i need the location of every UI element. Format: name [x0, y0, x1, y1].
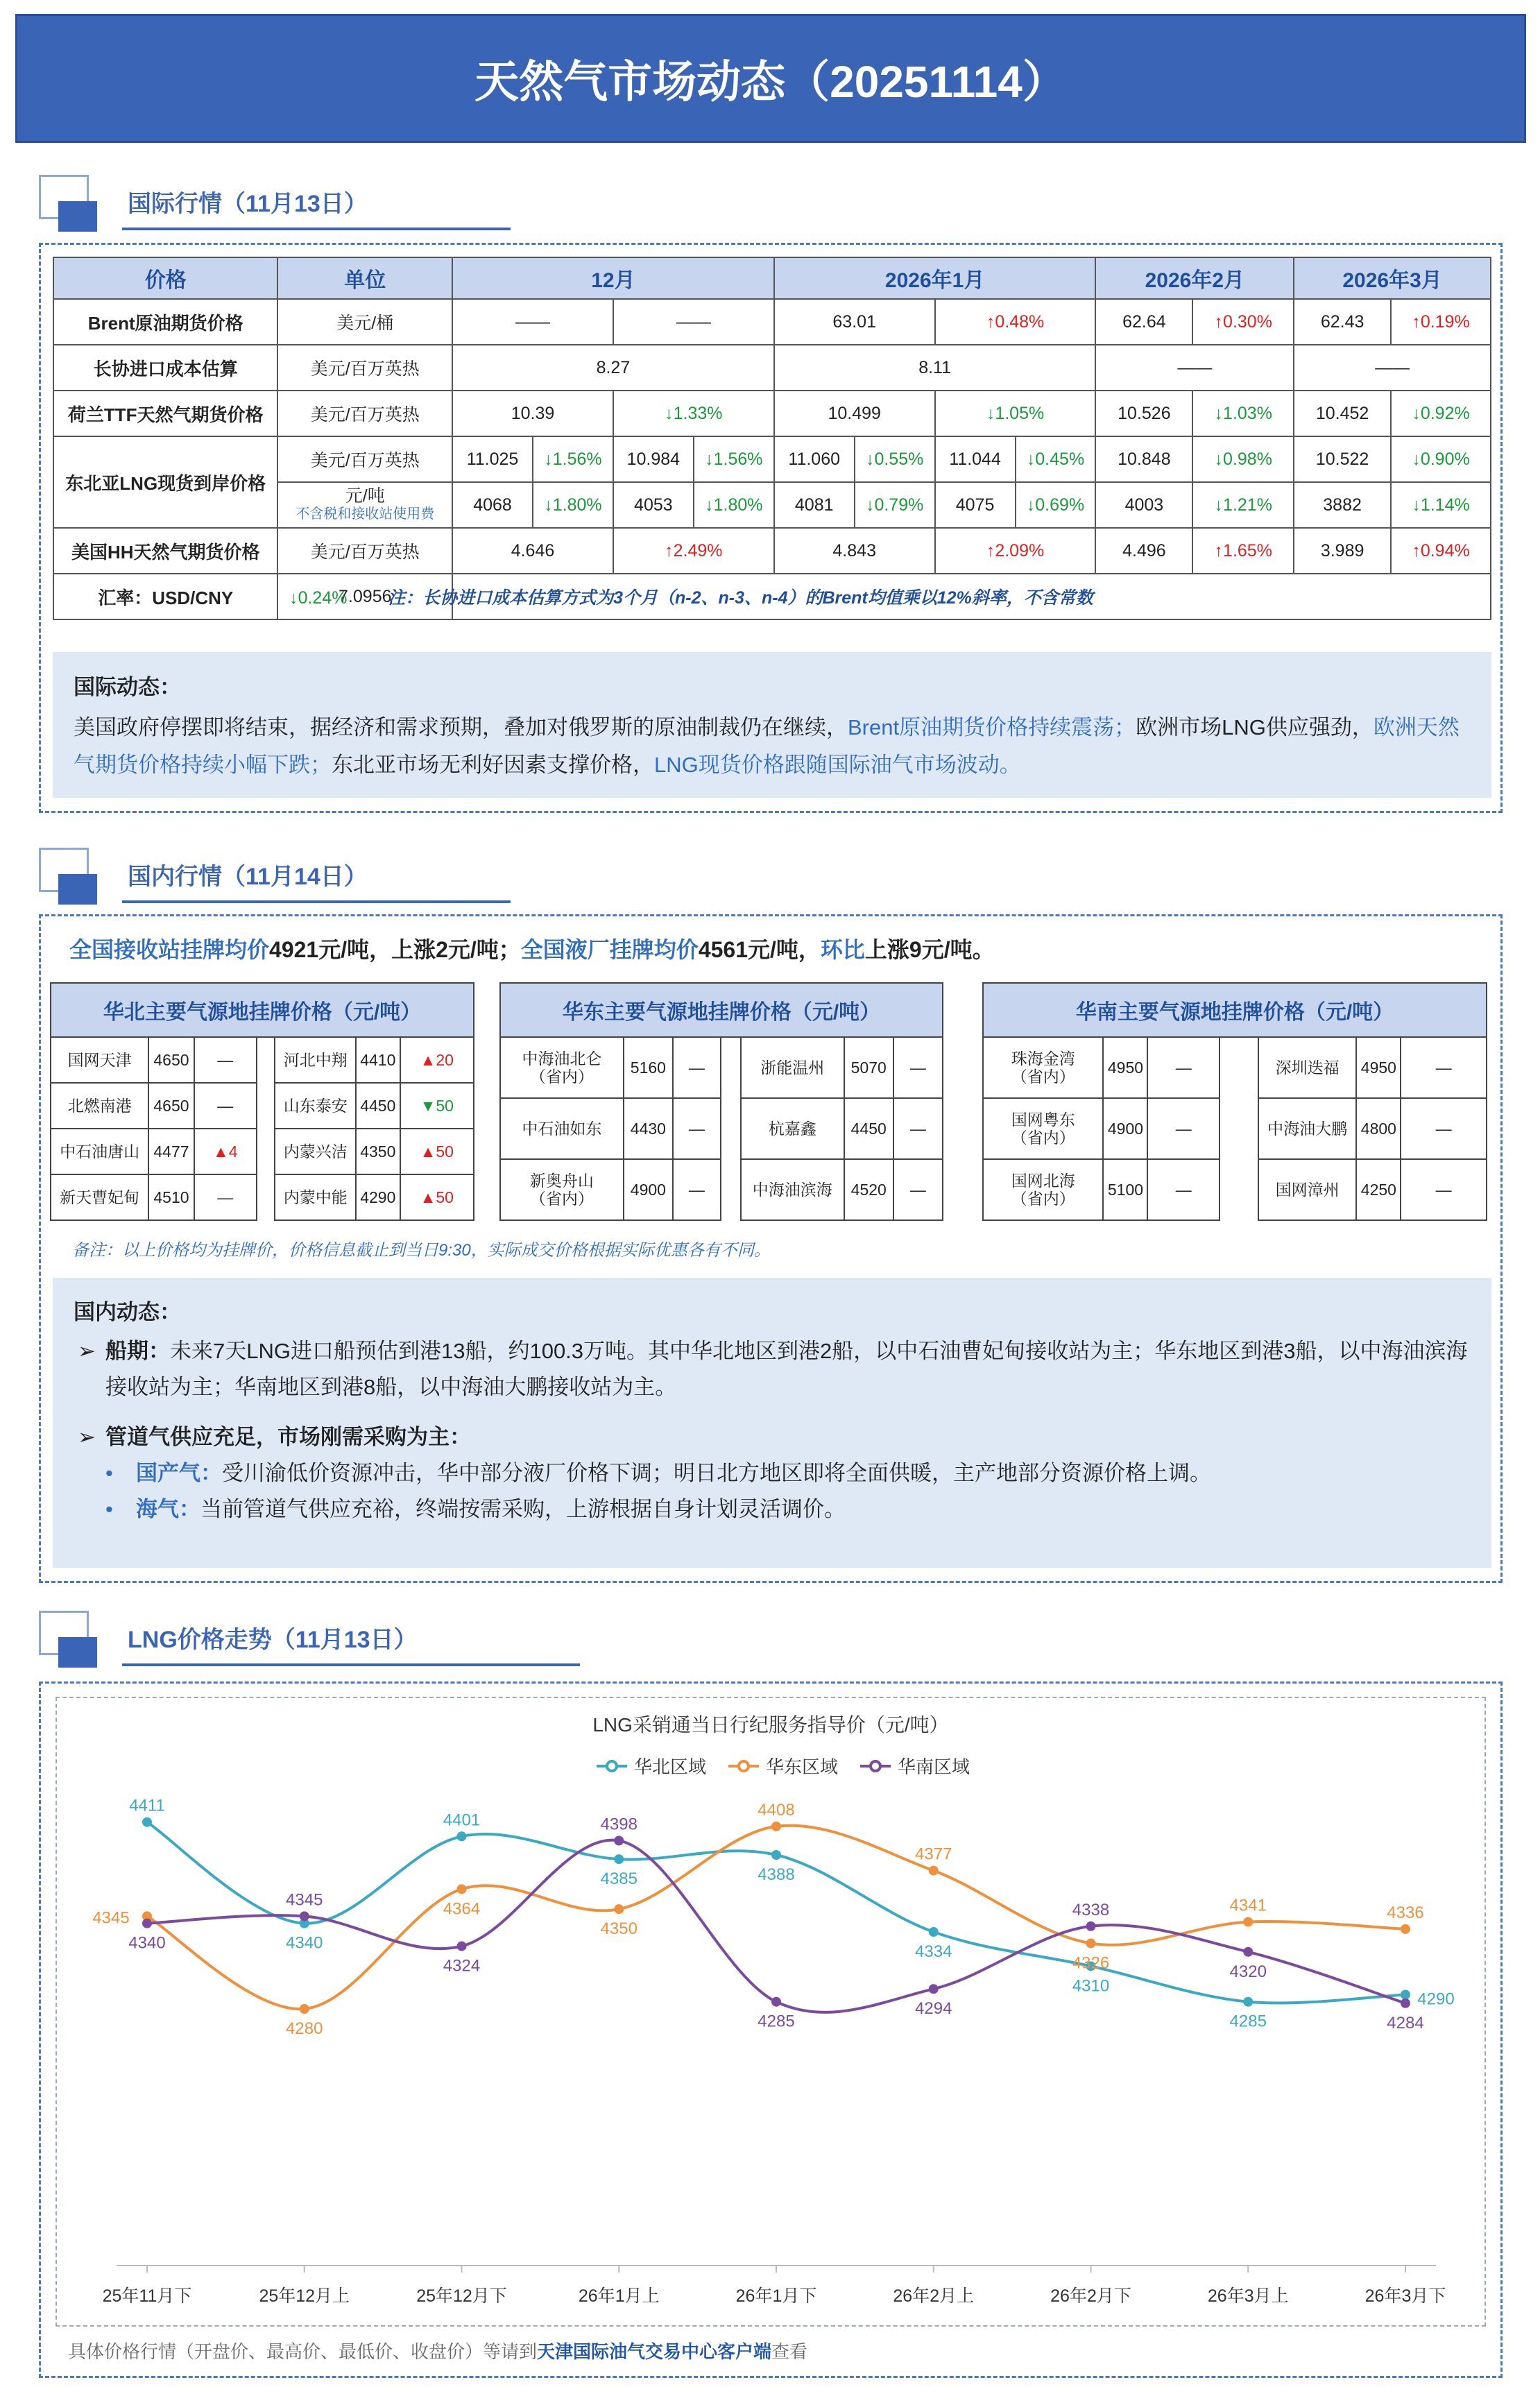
arrow-bullet-icon: ➢: [78, 1339, 96, 1363]
intl-price-table: [53, 257, 1491, 620]
source-change: —: [194, 1083, 257, 1129]
cell: 8.11: [774, 345, 1096, 391]
table-row: [51, 1037, 474, 1083]
source-name: 中海油北仑 （省内）: [500, 1037, 624, 1098]
source-price: 4950: [1356, 1037, 1401, 1098]
cell: 10.499: [774, 391, 935, 436]
summary-label: 全国接收站挂牌均价: [69, 937, 270, 962]
cell: 3.989: [1294, 528, 1391, 574]
source-name: 珠海金湾 （省内）: [983, 1037, 1103, 1098]
row-label: 长协进口成本估算: [53, 345, 277, 391]
source-change: —: [893, 1098, 943, 1159]
summary-label: 环比: [820, 937, 865, 962]
page-banner: [15, 14, 1526, 143]
data-point: [1243, 1917, 1253, 1927]
sub-bullet-2: [74, 1491, 1471, 1527]
data-label: 4334: [915, 1942, 952, 1961]
cell-change: ↓1.05%: [935, 391, 1096, 436]
cell: 4.496: [1095, 528, 1192, 574]
cell-change: ↑0.19%: [1391, 299, 1491, 345]
data-label: 4341: [1229, 1896, 1267, 1915]
section-icon-fill: [58, 874, 97, 905]
cell: 4068: [452, 482, 533, 528]
data-label: 4401: [443, 1811, 481, 1830]
unit-text: 元/吨: [345, 486, 385, 506]
cell-change: ↓1.80%: [694, 482, 774, 528]
bullet-2: [74, 1419, 1471, 1455]
data-label: 4285: [1229, 2012, 1267, 2031]
cell: 11.044: [935, 436, 1016, 482]
x-axis-ticks: [103, 2266, 1446, 2306]
footer: [68, 2338, 807, 2363]
source-price: 4477: [148, 1129, 194, 1174]
section-header-lng: [39, 1611, 552, 1673]
data-label: 4345: [92, 1908, 130, 1928]
data-label: 4350: [600, 1919, 638, 1939]
source-price: 4450: [844, 1098, 893, 1159]
source-change: —: [194, 1174, 257, 1220]
table-row: [983, 1037, 1487, 1098]
data-point: [1086, 1938, 1096, 1948]
cell: 3882: [1294, 482, 1391, 528]
cell: 62.64: [1095, 299, 1192, 345]
bullet-1: [74, 1333, 1471, 1405]
source-name: 中海油大鹏: [1258, 1098, 1357, 1159]
bullet-text: 未来7天LNG进口船预估到港13船，约100.3万吨。其中华北地区到港2船，以中石油曹妃甸接收站为主；华东地区到港3船，以中海油滨海接收站为主；华南地区到港8船，以中海油大鹏接收站为主。: [105, 1339, 1468, 1399]
source-price: 5160: [624, 1037, 673, 1098]
x-tick-label: 26年3月上: [1207, 2286, 1289, 2306]
data-label: 4345: [286, 1890, 323, 1910]
source-name: 河北中翔: [275, 1037, 356, 1083]
table-gap: [721, 1037, 741, 1098]
table-row: [983, 1098, 1487, 1159]
row-unit: 美元/百万英热: [277, 345, 452, 391]
cell-change: ↑0.94%: [1391, 528, 1491, 574]
lng-price-chart: [55, 1697, 1486, 2327]
source-change: —: [1147, 1037, 1220, 1098]
summary-value: 上涨9元/吨。: [864, 937, 995, 962]
table-row: [53, 391, 1491, 436]
cell: 4003: [1095, 482, 1192, 528]
cell: 10.984: [613, 436, 694, 482]
data-point: [1401, 1924, 1410, 1934]
source-price: 4650: [148, 1083, 194, 1129]
table-row: [53, 528, 1491, 574]
data-point: [929, 1984, 939, 1994]
source-change: ▲4: [194, 1129, 257, 1174]
data-label: 4326: [1072, 1953, 1110, 1973]
table-gap: [1220, 1098, 1258, 1159]
source-price: 4520: [844, 1159, 893, 1220]
cell-change: ↓1.33%: [613, 391, 774, 436]
unit-note: 不含税和接收站使用费: [296, 506, 435, 522]
cell-change: ↓1.80%: [533, 482, 613, 528]
cell: ——: [1095, 345, 1294, 391]
source-change: —: [893, 1037, 943, 1098]
east-price-table: [499, 982, 943, 1221]
col-header-mar: 2026年3月: [1294, 257, 1491, 299]
cell: ——: [613, 299, 774, 345]
section-header-intl: [39, 175, 483, 237]
row-label: 东北亚LNG现货到岸价格: [53, 436, 277, 528]
cell: 10.522: [1294, 436, 1391, 482]
table-gap: [257, 1037, 275, 1083]
south-title: 华南主要气源地挂牌价格（元/吨）: [983, 983, 1487, 1037]
north-title: 华北主要气源地挂牌价格（元/吨）: [51, 983, 474, 1037]
data-label: 4338: [1072, 1900, 1110, 1919]
page-title: 天然气市场动态（20251114）: [474, 57, 1067, 107]
source-name: 新奥舟山 （省内）: [500, 1159, 624, 1220]
data-label: 4385: [600, 1869, 638, 1889]
cell: ——: [452, 299, 613, 345]
legend-label: 华北区域: [634, 1756, 707, 1777]
source-change: —: [1401, 1098, 1487, 1159]
dom-news-heading: 国内动态：: [74, 1300, 181, 1324]
source-change: ▲50: [400, 1174, 474, 1220]
data-label: 4364: [443, 1899, 481, 1919]
bullet-label: 管道气供应充足，市场刚需采购为主：: [105, 1425, 471, 1449]
source-name: 中石油如东: [500, 1098, 624, 1159]
source-price: 4650: [148, 1037, 194, 1083]
data-point: [142, 1919, 152, 1928]
source-name: 内蒙中能: [275, 1174, 356, 1220]
sub-bullet-1: [74, 1455, 1471, 1491]
cell-change: ↓1.03%: [1192, 391, 1294, 436]
cell: 11.025: [452, 436, 533, 482]
cell-change: ↓0.45%: [1016, 436, 1096, 482]
source-price: 4350: [356, 1129, 400, 1174]
row-unit: [277, 482, 452, 528]
x-tick-label: 26年2月下: [1050, 2286, 1131, 2306]
table-gap: [721, 1159, 741, 1220]
source-name: 中石油唐山: [51, 1129, 148, 1174]
legend-marker: [871, 1761, 880, 1771]
data-point: [771, 1822, 781, 1831]
domestic-summary: [69, 932, 995, 964]
x-tick-label: 26年3月下: [1364, 2286, 1446, 2306]
chart-title: LNG采销通当日行纪服务指导价（元/吨）: [592, 1714, 949, 1736]
source-price: 4410: [356, 1037, 400, 1083]
news-highlight: LNG现货价格跟随国际油气市场波动。: [654, 753, 1021, 777]
data-label: 4377: [915, 1845, 952, 1864]
table-row: [53, 299, 1491, 345]
news-text: 欧洲市场LNG供应强劲，: [1136, 715, 1374, 739]
table-gap: [721, 1098, 741, 1159]
legend-marker: [739, 1761, 748, 1771]
section-underline: [122, 228, 511, 230]
source-change: —: [673, 1159, 721, 1220]
news-text: 东北亚市场无利好因素支撑价格，: [332, 753, 654, 777]
north-price-table: [50, 982, 474, 1221]
table-row: [51, 1129, 474, 1174]
cell-change: ↓1.14%: [1391, 482, 1491, 528]
cell: 4075: [935, 482, 1016, 528]
x-tick-label: 26年2月上: [893, 2286, 975, 2306]
fx-note: 注：长协进口成本估算方式为3个月（n-2、n-3、n-4）的Brent均值乘以12%斜率，不含常数: [388, 588, 1093, 608]
intl-news: [53, 652, 1491, 798]
col-header-dec: 12月: [452, 257, 774, 299]
data-point: [1401, 1999, 1410, 2008]
source-change: —: [673, 1098, 721, 1159]
table-gap: [1220, 1159, 1258, 1220]
source-change: —: [194, 1037, 257, 1083]
section-icon-fill: [58, 1637, 97, 1668]
data-point: [1086, 1922, 1096, 1931]
col-header-feb: 2026年2月: [1095, 257, 1294, 299]
source-price: 4800: [1356, 1098, 1401, 1159]
section-underline: [122, 900, 511, 903]
cell: ——: [1294, 345, 1491, 391]
table-row: [53, 436, 1491, 482]
section-underline: [122, 1663, 580, 1666]
source-name: 国网天津: [51, 1037, 148, 1083]
data-point: [457, 1831, 467, 1841]
footer-link[interactable]: 天津国际油气交易中心客户端: [537, 2341, 772, 2362]
cell-change: ↓1.56%: [533, 436, 613, 482]
remark: 备注：以上价格均为挂牌价，价格信息截止到当日9:30，实际成交价格根据实际优惠各有不同。: [72, 1241, 771, 1260]
data-label: 4340: [128, 1933, 166, 1953]
dot-bullet-icon: •: [105, 1497, 113, 1521]
cell: 4.646: [452, 528, 613, 574]
intl-news-text: [74, 709, 1471, 784]
row-unit: 美元/百万英热: [277, 391, 452, 436]
series-line: [147, 1822, 1405, 2003]
data-label: 4285: [758, 2012, 795, 2031]
legend-label: 华南区域: [898, 1756, 970, 1777]
table-gap: [257, 1174, 275, 1220]
data-point: [457, 1942, 467, 1951]
bullet-label: 船期：: [105, 1339, 170, 1363]
section-title-domestic: 国内行情（11月14日）: [128, 864, 368, 890]
data-point: [300, 2004, 309, 2014]
source-price: 4450: [356, 1083, 400, 1129]
col-header-unit: 单位: [277, 257, 452, 299]
source-name: 杭嘉鑫: [741, 1098, 844, 1159]
source-change: —: [1401, 1037, 1487, 1098]
news-highlight: Brent原油期货价格持续震荡；: [848, 715, 1136, 739]
source-change: —: [1147, 1098, 1220, 1159]
source-price: 4290: [356, 1174, 400, 1220]
cell: 62.43: [1294, 299, 1391, 345]
chart-series: [92, 1797, 1454, 2038]
cell-change: ↑2.09%: [935, 528, 1096, 574]
summary-value: 4561元/吨，: [698, 937, 821, 962]
cell-change: ↓0.90%: [1391, 436, 1491, 482]
x-tick-label: 26年1月下: [735, 2286, 817, 2306]
cell: 4081: [774, 482, 855, 528]
data-point: [1401, 1989, 1410, 1999]
source-change: ▲50: [400, 1129, 474, 1174]
data-label: 4294: [915, 1999, 952, 2019]
data-point: [614, 1835, 624, 1845]
legend-label: 华东区域: [766, 1756, 839, 1777]
data-point: [457, 1884, 467, 1894]
data-point: [1243, 1947, 1253, 1957]
data-point: [771, 1997, 781, 2007]
news-highlight: 欧洲天然气期货价格持续小幅下跌；: [74, 715, 1460, 777]
table-row: [51, 1083, 474, 1129]
source-price: 4250: [1356, 1159, 1401, 1220]
south-price-table: [982, 982, 1487, 1221]
data-label: 4340: [286, 1933, 323, 1953]
cell: 10.452: [1294, 391, 1391, 436]
data-point: [300, 1911, 309, 1921]
table-gap: [1220, 1037, 1258, 1098]
source-change: —: [893, 1159, 943, 1220]
data-label: 4310: [1072, 1976, 1110, 1996]
cell-change: ↓0.79%: [855, 482, 935, 528]
source-name: 国网漳州: [1258, 1159, 1357, 1220]
data-point: [142, 1817, 152, 1827]
cell: 11.060: [774, 436, 855, 482]
table-row: [500, 1159, 943, 1220]
cell-change: ↓0.55%: [855, 436, 935, 482]
data-point: [771, 1850, 781, 1860]
cell-change: ↑2.49%: [613, 528, 774, 574]
source-change: ▼50: [400, 1083, 474, 1129]
data-label: 4284: [1387, 2013, 1424, 2032]
chart-legend: [597, 1756, 970, 1777]
cell: 8.27: [452, 345, 774, 391]
dot-bullet-icon: •: [105, 1461, 113, 1485]
source-price: 4900: [624, 1159, 673, 1220]
source-price: 4510: [148, 1174, 194, 1220]
data-label: 4320: [1229, 1962, 1267, 1981]
table-row: [53, 574, 1491, 619]
row-unit: 美元/百万英热: [277, 436, 452, 482]
cell-change: ↑1.65%: [1192, 528, 1294, 574]
source-price: 5070: [844, 1037, 893, 1098]
row-label: 汇率：USD/CNY: [53, 574, 277, 619]
x-tick-label: 26年1月上: [578, 2286, 660, 2306]
fx-rate: 7.0956: [339, 586, 392, 606]
table-row: [983, 1159, 1487, 1220]
row-unit: 美元/桶: [277, 299, 452, 345]
data-label: 4290: [1417, 1989, 1455, 2009]
source-price: 4950: [1103, 1037, 1147, 1098]
cell-change: ↑0.48%: [935, 299, 1096, 345]
table-row: [51, 1174, 474, 1220]
data-label: 4411: [129, 1796, 165, 1815]
source-price: 4430: [624, 1098, 673, 1159]
row-label: Brent原油期货价格: [53, 299, 277, 345]
source-price: 4900: [1103, 1098, 1147, 1159]
source-price: 5100: [1103, 1159, 1147, 1220]
data-label: 4336: [1387, 1903, 1424, 1922]
table-gap: [257, 1083, 275, 1129]
footer-text: 查看: [771, 2341, 808, 2362]
col-header-price: 价格: [53, 257, 277, 299]
cell: 10.848: [1095, 436, 1192, 482]
footer-text: 具体价格行情（开盘价、最高价、最低价、收盘价）等请到: [68, 2341, 538, 2362]
cell: 63.01: [774, 299, 935, 345]
row-unit: 美元/百万英热: [277, 528, 452, 574]
cell-change: ↑0.30%: [1192, 299, 1294, 345]
east-title: 华东主要气源地挂牌价格（元/吨）: [500, 983, 943, 1037]
cell-change: ↓1.21%: [1192, 482, 1294, 528]
arrow-bullet-icon: ➢: [78, 1425, 96, 1449]
sub-label: 海气：: [136, 1497, 200, 1521]
data-label: 4388: [758, 1865, 795, 1884]
cell-change: ↓0.69%: [1016, 482, 1096, 528]
sub-text: 受川渝低价资源冲击，华中部分液厂价格下调；明日北方地区即将全面供暖，主产地部分资源价格上调。: [222, 1461, 1211, 1485]
cell-change: ↓1.56%: [694, 436, 774, 482]
source-name: 内蒙兴洁: [275, 1129, 356, 1174]
source-name: 山东泰安: [275, 1083, 356, 1129]
sub-text: 当前管道气供应充裕，终端按需采购，上游根据自身计划灵活调价。: [200, 1497, 846, 1521]
domestic-news: [53, 1278, 1491, 1568]
cell: 10.39: [452, 391, 613, 436]
row-label: 荷兰TTF天然气期货价格: [53, 391, 277, 436]
x-tick-label: 25年12月上: [259, 2286, 350, 2306]
intl-news-heading: 国际动态：: [74, 675, 181, 699]
data-point: [929, 1927, 939, 1937]
col-header-jan: 2026年1月: [774, 257, 1096, 299]
news-text: 美国政府停摆即将结束，据经济和需求预期，叠加对俄罗斯的原油制裁仍在继续，: [74, 715, 848, 739]
source-name: 浙能温州: [741, 1037, 844, 1098]
data-point: [614, 1854, 624, 1864]
cell-change: ↓0.98%: [1192, 436, 1294, 482]
data-point: [929, 1866, 939, 1876]
table-row: [53, 345, 1491, 391]
cell: 10.526: [1095, 391, 1192, 436]
section-title-lng: LNG价格走势（11月13日）: [128, 1627, 418, 1653]
cell: 4053: [613, 482, 694, 528]
fx-change: ↓0.24%: [289, 588, 348, 608]
source-change: ▲20: [400, 1037, 474, 1083]
row-label: 美国HH天然气期货价格: [53, 528, 277, 574]
sub-label: 国产气：: [136, 1461, 222, 1485]
data-point: [614, 1904, 624, 1914]
source-name: 新天曹妃甸: [51, 1174, 148, 1220]
cell-change: ↓0.92%: [1391, 391, 1491, 436]
section-icon-fill: [58, 201, 97, 232]
source-name: 国网粤东 （省内）: [983, 1098, 1103, 1159]
data-label: 4324: [443, 1956, 481, 1976]
source-name: 中海油滨海: [741, 1159, 844, 1220]
x-tick-label: 25年12月下: [416, 2286, 507, 2306]
data-label: 4408: [758, 1800, 795, 1820]
source-name: 国网北海 （省内）: [983, 1159, 1103, 1220]
source-change: —: [1401, 1159, 1487, 1220]
source-name: 北燃南港: [51, 1083, 148, 1129]
source-name: 深圳迭福: [1258, 1037, 1357, 1098]
table-gap: [257, 1129, 275, 1174]
summary-value: 4921元/吨，上涨2元/吨；: [269, 937, 521, 962]
data-label: 4280: [286, 2019, 323, 2038]
cell: 4.843: [774, 528, 935, 574]
data-point: [1243, 1997, 1253, 2007]
data-label: 4398: [600, 1815, 638, 1834]
x-tick-label: 25年11月下: [102, 2286, 192, 2306]
section-header-domestic: [39, 848, 483, 910]
section-title-intl: 国际行情（11月13日）: [128, 191, 368, 217]
table-row: [500, 1037, 943, 1098]
table-row: [500, 1098, 943, 1159]
summary-label: 全国液厂挂牌均价: [520, 937, 699, 962]
legend-marker: [607, 1761, 617, 1771]
source-change: —: [673, 1037, 721, 1098]
source-change: —: [1147, 1159, 1220, 1220]
